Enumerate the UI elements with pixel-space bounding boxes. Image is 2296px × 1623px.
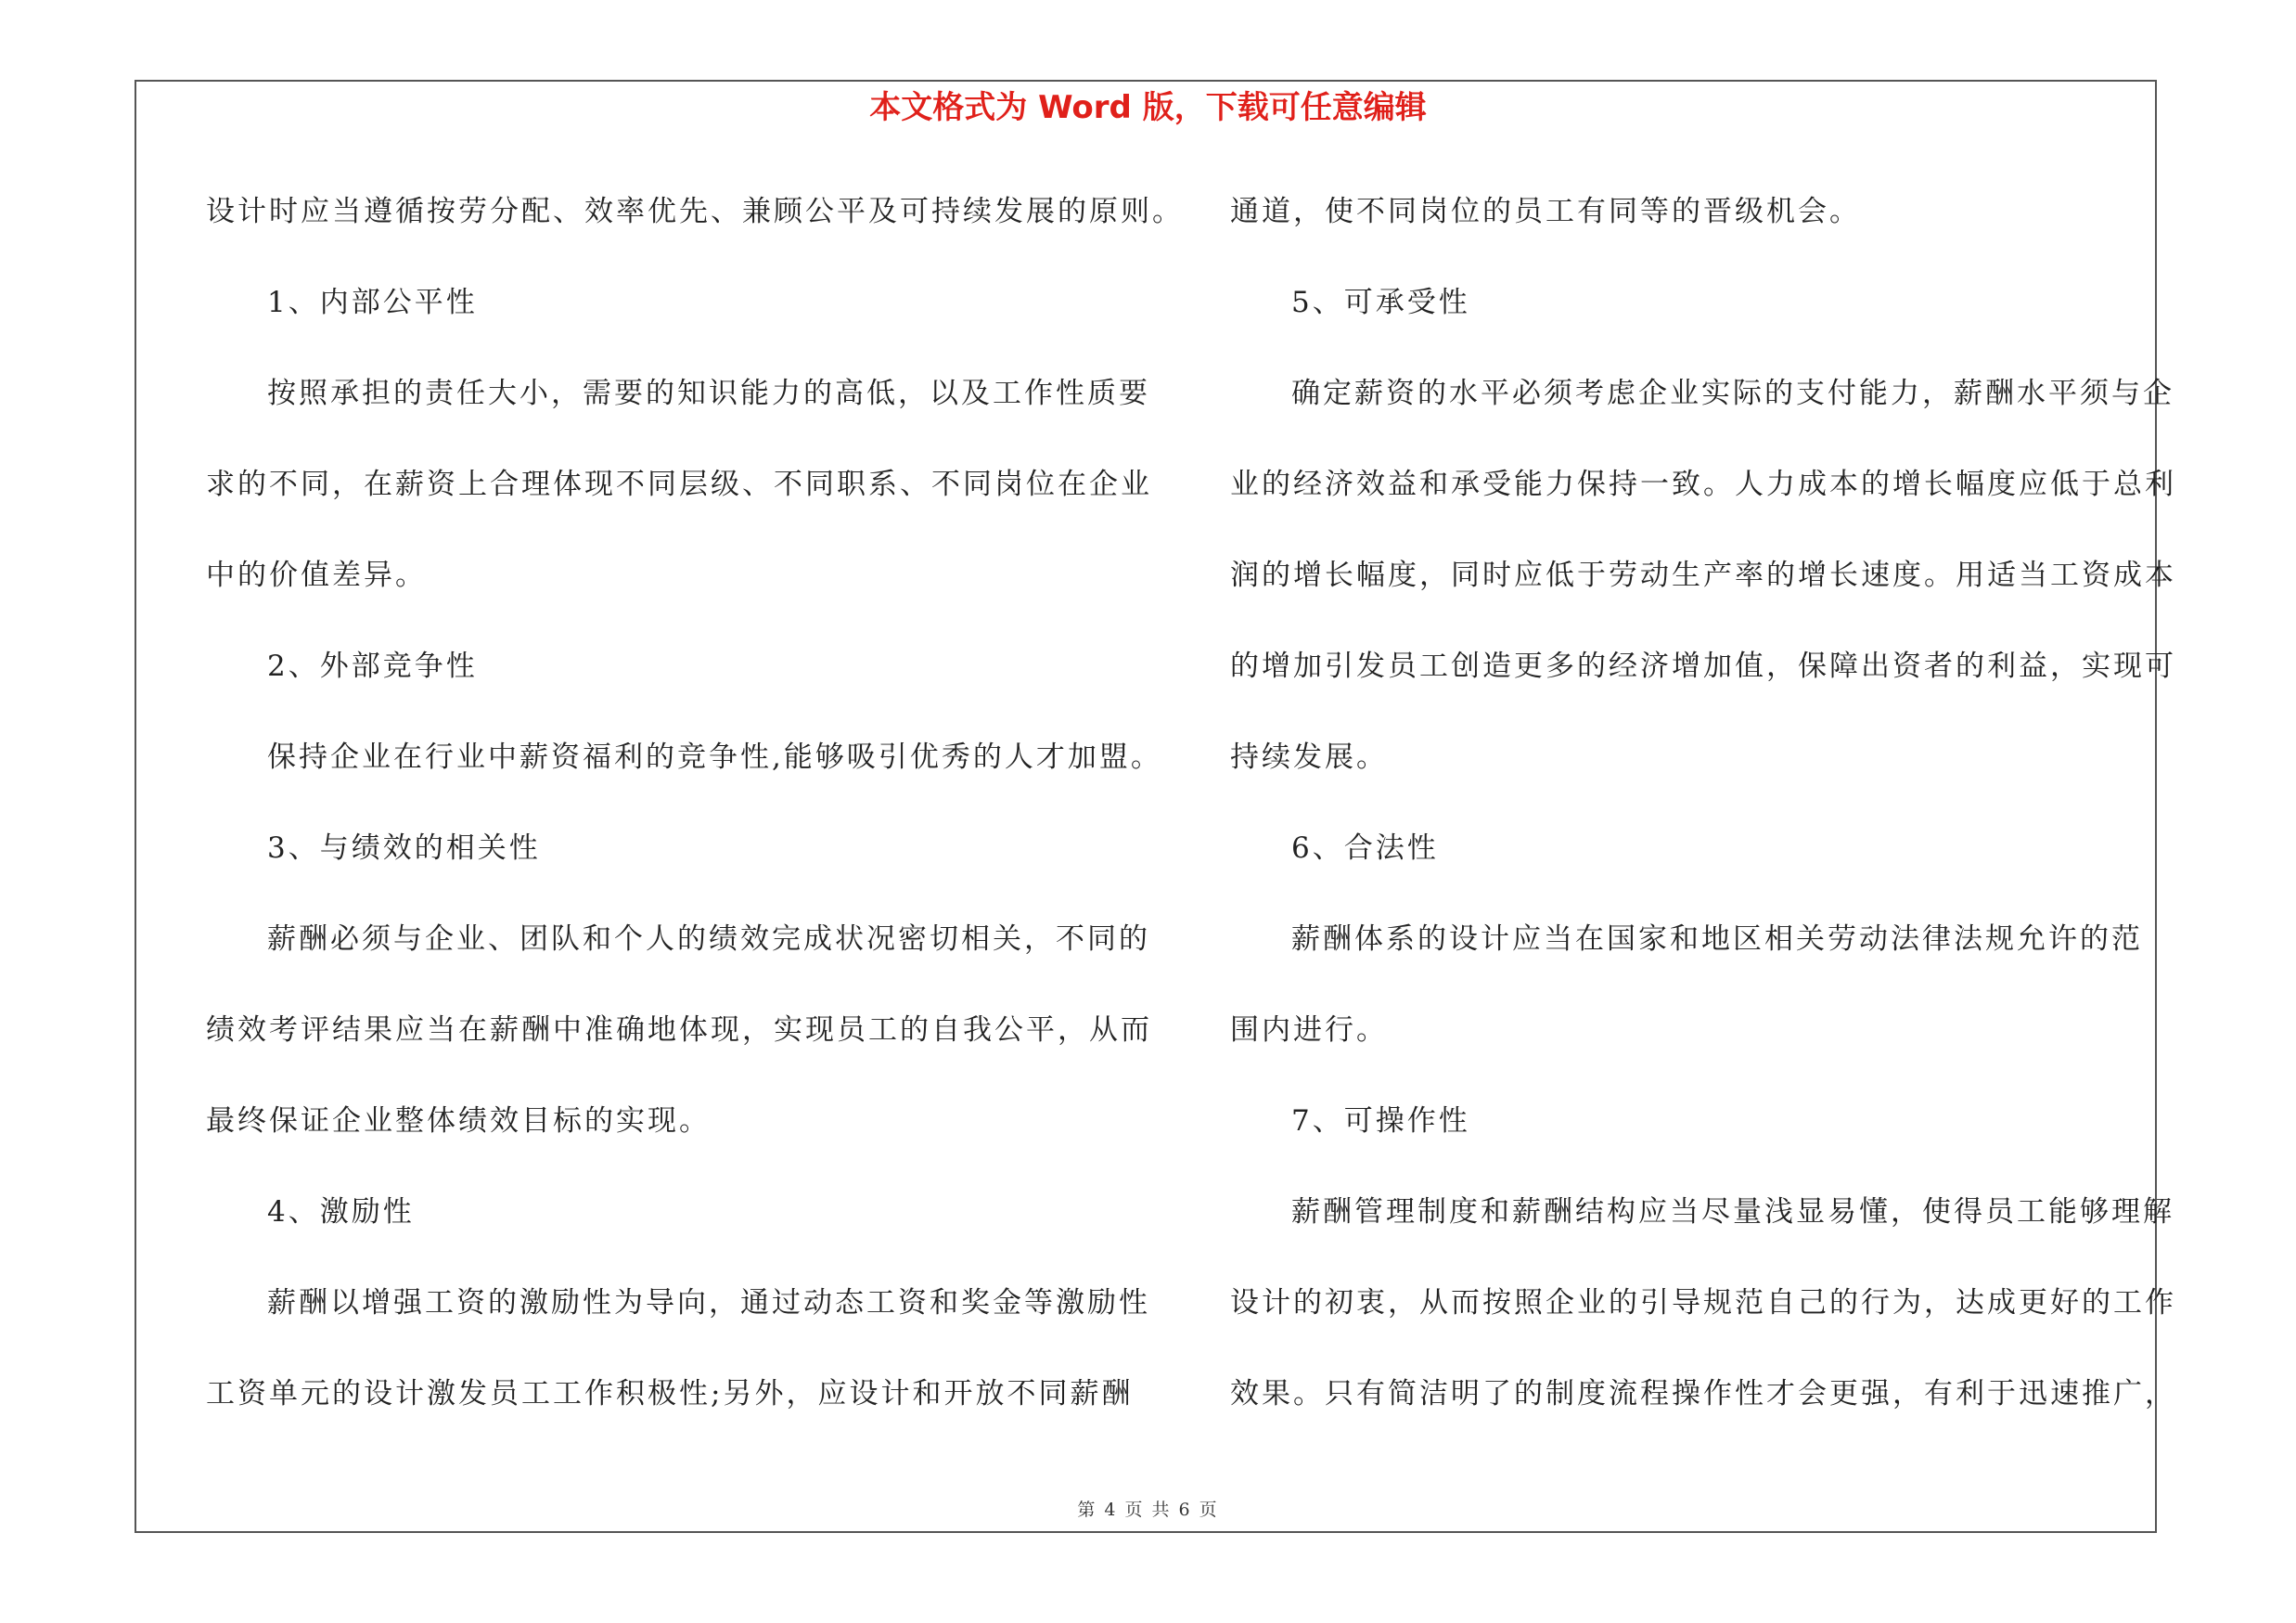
text-line: 求的不同，在薪资上合理体现不同层级、不同职系、不同岗位在企业: [206, 468, 1152, 501]
text-line: 5、可承受性: [1291, 286, 1470, 319]
text-line: 工资单元的设计激发员工工作积极性;另外，应设计和开放不同薪酬: [206, 1377, 1134, 1410]
text-line: 设计的初衷，从而按照企业的引导规范自己的行为，达成更好的工作: [1230, 1286, 2176, 1320]
text-line: 润的增长幅度，同时应低于劳动生产率的增长速度。用适当工资成本: [1230, 559, 2176, 592]
text-line: 确定薪资的水平必须考虑企业实际的支付能力，薪酬水平须与企: [1291, 377, 2174, 410]
text-line: 持续发展。: [1230, 741, 1388, 774]
text-line: 绩效考评结果应当在薪酬中准确地体现，实现员工的自我公平，从而: [206, 1013, 1152, 1047]
page-number: 第 4 页 共 6 页: [1077, 1500, 1219, 1520]
text-line: 薪酬管理制度和薪酬结构应当尽量浅显易懂，使得员工能够理解: [1291, 1195, 2174, 1229]
text-line: 薪酬体系的设计应当在国家和地区相关劳动法律法规允许的范: [1291, 922, 2143, 956]
right-column: [1230, 176, 2176, 1449]
text-line: 1、内部公平性: [267, 286, 478, 319]
text-line: 的增加引发员工创造更多的经济增加值，保障出资者的利益，实现可: [1230, 650, 2176, 683]
text-line: 设计时应当遵循按劳分配、效率优先、兼顾公平及可持续发展的原则。: [206, 195, 1184, 228]
text-line: 围内进行。: [1230, 1013, 1388, 1047]
text-line: 效果。只有简洁明了的制度流程操作性才会更强，有利于迅速推广，: [1230, 1377, 2176, 1410]
text-line: 3、与绩效的相关性: [267, 831, 541, 865]
text-line: 薪酬以增强工资的激励性为导向，通过动态工资和奖金等激励性: [267, 1286, 1150, 1320]
text-line: 最终保证企业整体绩效目标的实现。: [206, 1104, 711, 1138]
left-column: [206, 176, 1184, 1449]
text-line: 6、合法性: [1291, 831, 1439, 865]
text-line: 7、可操作性: [1291, 1104, 1470, 1138]
document-banner: 本文格式为 Word 版，下载可任意编辑: [869, 89, 1427, 126]
text-line: 业的经济效益和承受能力保持一致。人力成本的增长幅度应低于总利: [1230, 468, 2176, 501]
text-line: 通道，使不同岗位的员工有同等的晋级机会。: [1230, 195, 1861, 228]
text-line: 中的价值差异。: [206, 559, 427, 592]
text-line: 保持企业在行业中薪资福利的竞争性,能够吸引优秀的人才加盟。: [267, 741, 1162, 774]
text-line: 薪酬必须与企业、团队和个人的绩效完成状况密切相关，不同的: [267, 922, 1150, 956]
text-line: 2、外部竞争性: [267, 650, 478, 683]
text-line: 按照承担的责任大小，需要的知识能力的高低，以及工作性质要: [267, 377, 1150, 410]
text-line: 4、激励性: [267, 1195, 415, 1229]
